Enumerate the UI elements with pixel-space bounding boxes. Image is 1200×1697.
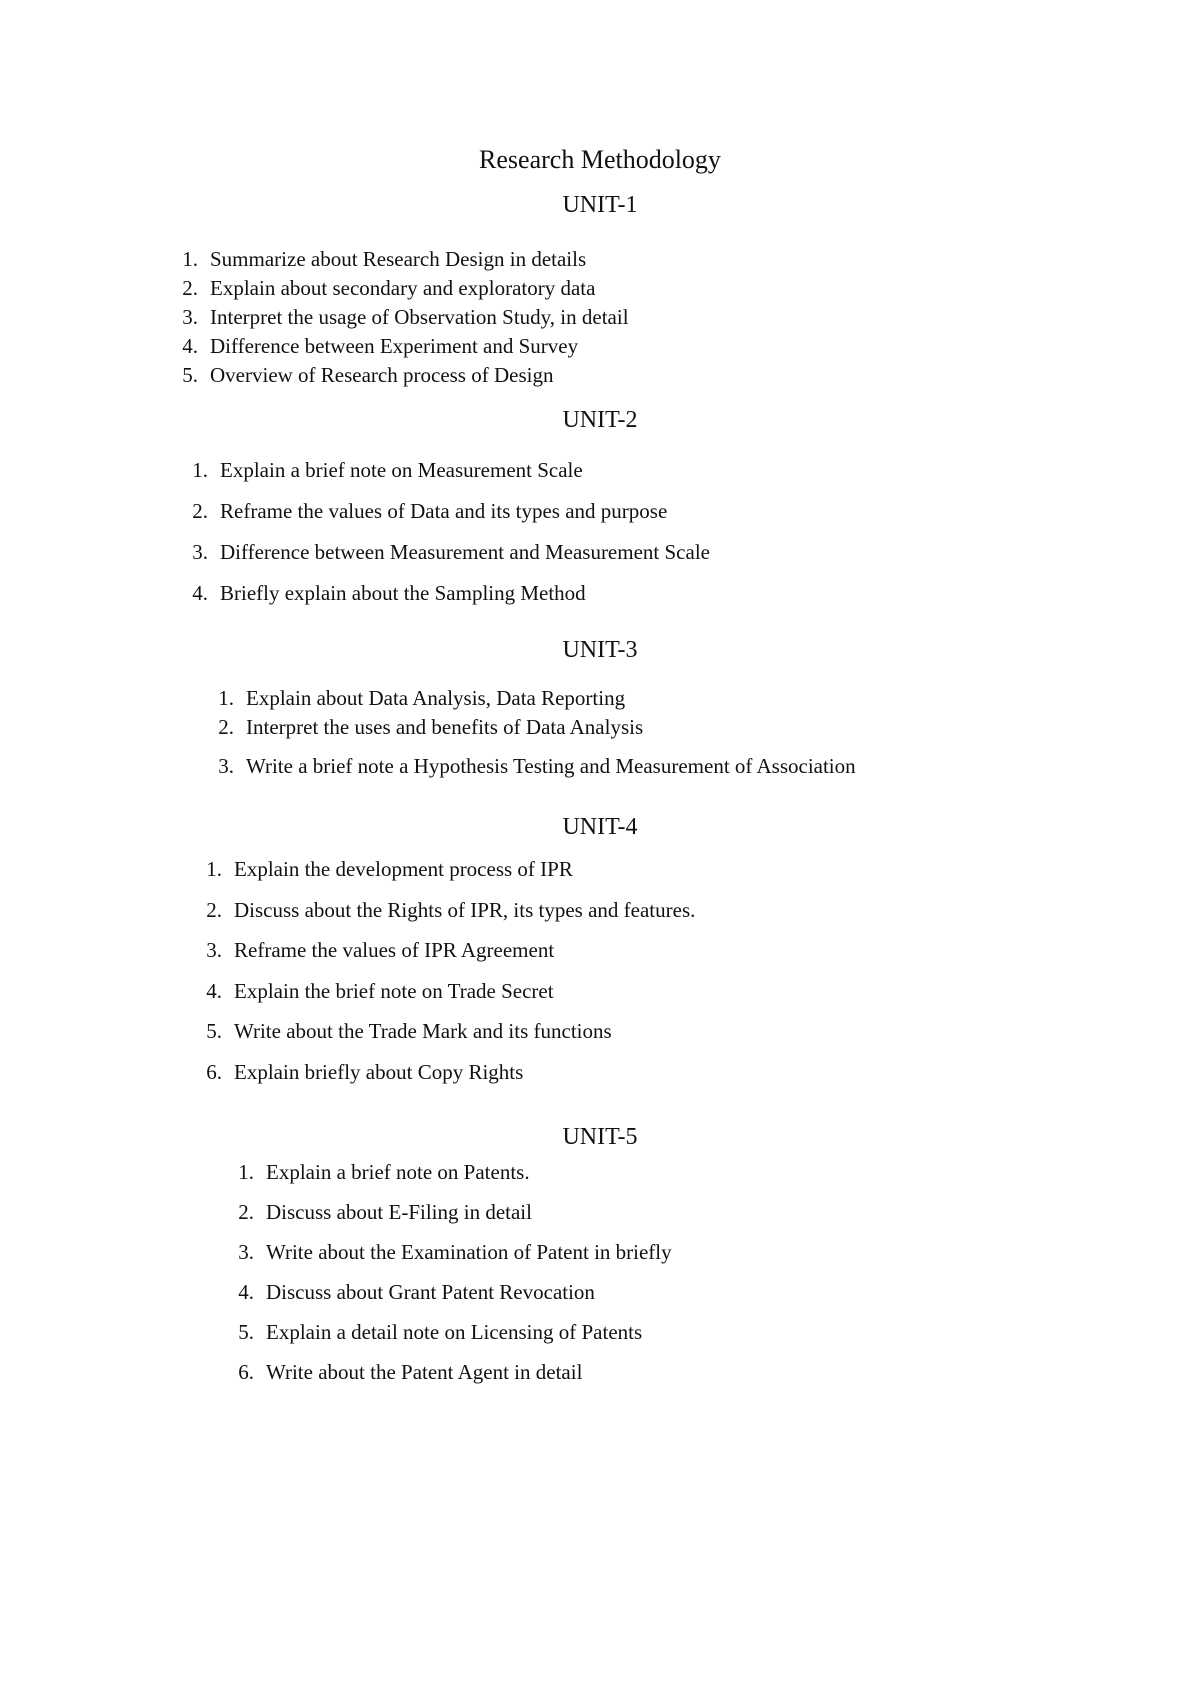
question-text: Difference between Measurement and Measurement Scale (220, 540, 710, 564)
list-item (196, 1019, 695, 1060)
question-text: Explain the brief note on Trade Secret (234, 978, 554, 1003)
item-number: 3. (182, 305, 198, 329)
item-number: 5. (182, 363, 198, 387)
list-item (182, 540, 710, 581)
list-item (196, 1060, 695, 1101)
list-item (172, 247, 629, 276)
question-text: Discuss about Grant Patent Revocation (266, 1280, 595, 1304)
list-item (208, 715, 856, 754)
item-number: 2. (218, 715, 234, 739)
unit-5-question-list (228, 1160, 672, 1400)
list-item (228, 1200, 672, 1240)
list-item (182, 499, 710, 540)
question-text: Write about the Trade Mark and its functions (234, 1019, 612, 1043)
item-number: 3. (218, 754, 234, 778)
list-item (196, 898, 695, 939)
question-text: Discuss about the Rights of IPR, its types and features. (234, 897, 696, 922)
list-item (172, 334, 629, 363)
unit-3-question-list (208, 686, 856, 793)
question-text: Explain about Data Analysis, Data Reporting (246, 686, 626, 710)
list-item (172, 305, 629, 334)
item-number: 2. (238, 1200, 254, 1224)
list-item (172, 363, 629, 392)
list-item (228, 1280, 672, 1320)
list-item (208, 686, 856, 715)
item-number: 6. (206, 1059, 222, 1084)
item-number: 3. (238, 1240, 254, 1264)
unit-1-heading: UNIT-1 (562, 192, 638, 218)
item-number: 4. (182, 334, 198, 358)
list-item (228, 1320, 672, 1360)
question-text: Difference between Experiment and Survey (210, 334, 579, 358)
question-text: Discuss about E-Filing in detail (266, 1200, 532, 1224)
question-text: Interpret the uses and benefits of Data Analysis (246, 715, 644, 739)
item-number: 2. (182, 276, 198, 300)
item-number: 5. (238, 1320, 254, 1344)
question-text: Write about the Examination of Patent in briefly (266, 1240, 672, 1264)
item-number: 5. (206, 1019, 222, 1043)
unit-4-question-list (196, 857, 695, 1100)
question-text: Explain briefly about Copy Rights (234, 1059, 524, 1084)
question-text: Reframe the values of Data and its types and purpose (220, 499, 668, 523)
item-number: 2. (192, 499, 208, 523)
question-text: Explain a brief note on Measurement Scale (220, 458, 583, 482)
item-number: 4. (206, 978, 222, 1003)
question-text: Overview of Research process of Design (210, 363, 554, 387)
question-text: Summarize about Research Design in details (210, 247, 587, 271)
question-text: Explain a detail note on Licensing of Patents (266, 1320, 643, 1344)
question-text: Explain the development process of IPR (234, 857, 573, 881)
unit-2-question-list (182, 458, 710, 622)
item-number: 3. (192, 540, 208, 564)
unit-4-heading: UNIT-4 (562, 814, 638, 840)
list-item (228, 1240, 672, 1280)
list-item (208, 754, 856, 793)
item-number: 4. (238, 1280, 254, 1304)
list-item (196, 938, 695, 979)
item-number: 3. (206, 938, 222, 962)
question-text: Reframe the values of IPR Agreement (234, 938, 555, 962)
list-item (228, 1360, 672, 1400)
item-number: 1. (238, 1160, 254, 1184)
list-item (182, 458, 710, 499)
unit-2-heading: UNIT-2 (562, 407, 638, 433)
question-text: Explain a brief note on Patents. (266, 1160, 530, 1184)
question-text: Briefly explain about the Sampling Method (220, 581, 586, 605)
question-text: Write about the Patent Agent in detail (266, 1360, 583, 1384)
question-text: Explain about secondary and exploratory data (210, 276, 596, 300)
list-item (182, 581, 710, 622)
item-number: 4. (192, 581, 208, 605)
item-number: 1. (206, 857, 222, 881)
item-number: 2. (206, 897, 222, 922)
list-item (172, 276, 629, 305)
unit-5-heading: UNIT-5 (562, 1124, 638, 1150)
list-item (196, 979, 695, 1020)
unit-3-heading: UNIT-3 (562, 637, 638, 663)
page-title: Research Methodology (479, 145, 721, 174)
question-text: Interpret the usage of Observation Study, in detail (210, 305, 629, 329)
question-text: Write a brief note a Hypothesis Testing and Measurement of Association (246, 754, 856, 778)
item-number: 6. (238, 1360, 254, 1384)
item-number: 1. (218, 686, 234, 710)
item-number: 1. (182, 247, 198, 271)
list-item (196, 857, 695, 898)
list-item (228, 1160, 672, 1200)
item-number: 1. (192, 458, 208, 482)
unit-1-question-list (172, 247, 629, 392)
